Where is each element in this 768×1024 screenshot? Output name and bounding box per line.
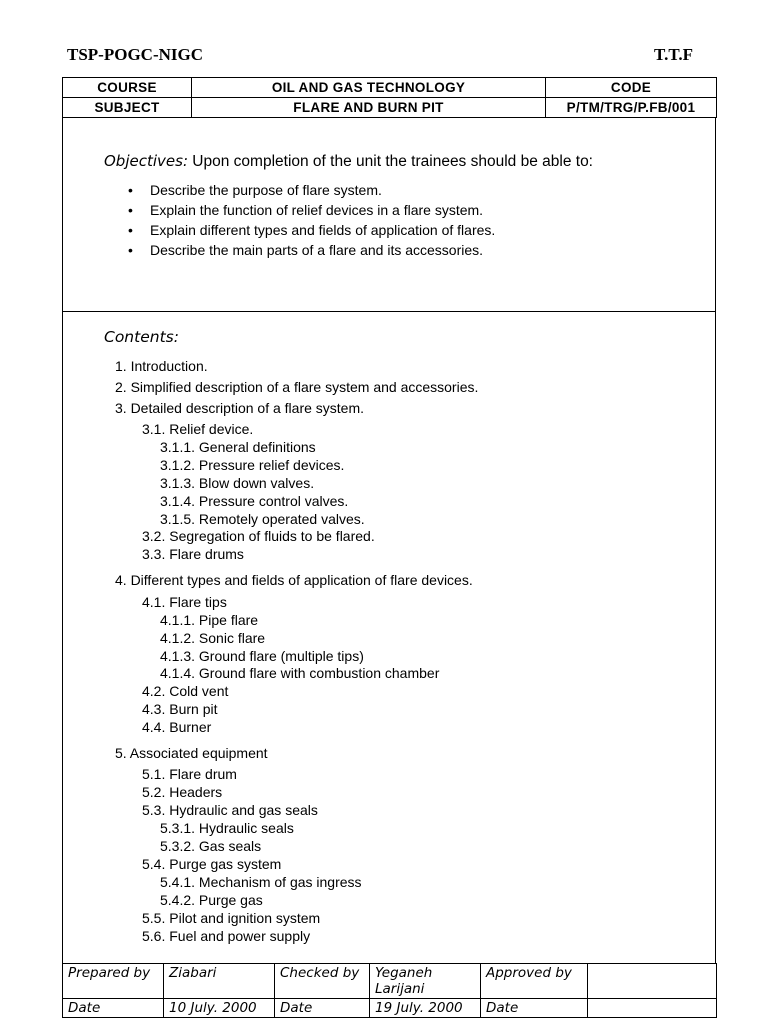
date-label: Date (63, 999, 164, 1018)
table-row (63, 98, 717, 118)
date-prepared-value: 10 July. 2000 (164, 999, 275, 1018)
toc-item: 4.4. Burner (142, 719, 212, 735)
toc-item: 5.4. Purge gas system (142, 856, 282, 872)
objectives-list (128, 180, 495, 260)
toc-item: 3.1.1. General definitions (160, 439, 316, 455)
checked-by-label: Checked by (275, 964, 370, 999)
toc-item: 4.1.4. Ground flare with combustion chamber (160, 665, 440, 681)
toc-item: 3.1.5. Remotely operated valves. (160, 511, 365, 527)
approved-by-label: Approved by (481, 964, 588, 999)
toc-item: 3.1.3. Blow down valves. (160, 475, 315, 491)
header-right: T.T.F (654, 45, 694, 64)
toc-item: 5. Associated equipment (115, 745, 268, 761)
course-info-table (62, 77, 717, 118)
approved-by-value (588, 964, 717, 999)
list-item: • Describe the main parts of a flare and its accessories. (128, 240, 495, 260)
subject-value: FLARE AND BURN PIT (192, 98, 546, 118)
toc-item: 4.1.2. Sonic flare (160, 630, 266, 646)
date-label: Date (275, 999, 370, 1018)
toc-item: 5.1. Flare drum (142, 766, 237, 782)
objectives-label: Objectives: (104, 152, 188, 170)
toc-item: 4.1. Flare tips (142, 594, 227, 610)
toc-item: 3.1.4. Pressure control valves. (160, 493, 349, 509)
toc-item: 1. Introduction. (115, 358, 208, 374)
toc-item: 3.2. Segregation of fluids to be flared. (142, 528, 375, 544)
toc-item: 3. Detailed description of a flare system. (115, 400, 365, 416)
toc-item: 5.3. Hydraulic and gas seals (142, 802, 318, 818)
toc-item: 5.3.2. Gas seals (160, 838, 262, 854)
toc-item: 4. Different types and fields of application of flare devices. (115, 572, 473, 588)
table-row (63, 999, 717, 1018)
toc-item: 5.6. Fuel and power supply (142, 928, 311, 944)
toc-item: 4.1.3. Ground flare (multiple tips) (160, 648, 364, 664)
date-checked-value: 19 July. 2000 (370, 999, 481, 1018)
toc-item: 4.3. Burn pit (142, 701, 218, 717)
toc-item: 3.1.2. Pressure relief devices. (160, 457, 345, 473)
list-item: • Explain the function of relief devices in a flare system. (128, 200, 495, 220)
toc-item: 5.3.1. Hydraulic seals (160, 820, 294, 836)
objectives-heading (104, 152, 593, 171)
prepared-by-value: Ziabari (164, 964, 275, 999)
toc-item: 5.4.2. Purge gas (160, 892, 263, 908)
toc-item: 4.2. Cold vent (142, 683, 229, 699)
contents-heading: Contents: (104, 328, 179, 346)
list-item: • Explain different types and fields of application of flares. (128, 220, 495, 240)
date-approved-value (588, 999, 717, 1018)
signoff-table (62, 963, 717, 1018)
header-left: TSP-POGC-NIGC (67, 45, 203, 64)
toc-item: 3.3. Flare drums (142, 546, 244, 562)
code-label: CODE (546, 78, 717, 98)
course-value: OIL AND GAS TECHNOLOGY (192, 78, 546, 98)
toc-item: 5.4.1. Mechanism of gas ingress (160, 874, 362, 890)
toc-item: 3.1. Relief device. (142, 421, 254, 437)
toc-item: 5.5. Pilot and ignition system (142, 910, 321, 926)
checked-by-value: Yeganeh Larijani (370, 964, 481, 999)
date-label: Date (481, 999, 588, 1018)
list-item: • Describe the purpose of flare system. (128, 180, 495, 200)
prepared-by-label: Prepared by (63, 964, 164, 999)
objectives-intro: Upon completion of the unit the trainees should be able to: (188, 153, 593, 170)
toc-item: 2. Simplified description of a flare system and accessories. (115, 379, 479, 395)
code-value: P/TM/TRG/P.FB/001 (546, 98, 717, 118)
toc-item: 4.1.1. Pipe flare (160, 612, 259, 628)
toc-item: 5.2. Headers (142, 784, 223, 800)
table-row (63, 964, 717, 999)
course-label: COURSE (63, 78, 192, 98)
subject-label: SUBJECT (63, 98, 192, 118)
table-row (63, 78, 717, 98)
